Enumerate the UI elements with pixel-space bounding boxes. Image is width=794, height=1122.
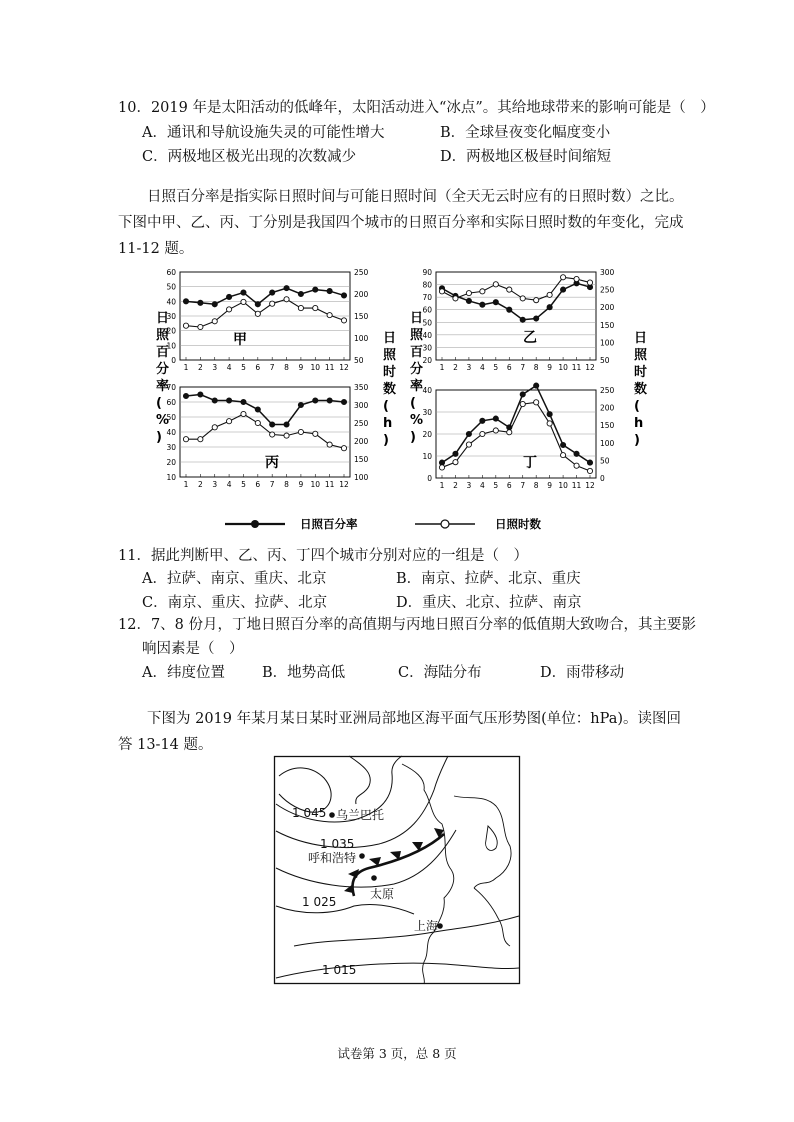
hours-point xyxy=(453,296,458,301)
hours-point xyxy=(493,428,498,433)
svg-text:日照时数(h): 日照时数( h ) xyxy=(634,331,648,448)
pct-point xyxy=(327,288,332,293)
hours-point xyxy=(313,431,318,436)
q10-option-c: C．两极地区极光出现的次数减少 xyxy=(142,149,357,165)
hours-point xyxy=(255,311,260,316)
x-tick-label: 8 xyxy=(533,363,539,372)
hours-point xyxy=(439,465,444,470)
x-tick-label: 10 xyxy=(310,363,321,372)
q11-option-c: C．南京、重庆、拉萨、北京 xyxy=(142,595,328,611)
pct-point xyxy=(313,287,318,292)
pct-point xyxy=(212,302,217,307)
x-tick-label: 9 xyxy=(547,363,553,372)
right-axis-label-left xyxy=(383,331,397,448)
x-tick-label: 8 xyxy=(284,363,289,372)
q11-option-d: D．重庆、北京、拉萨、南京 xyxy=(396,595,582,611)
intro-paragraph-1: 日照百分率是指实际日照时间与可能日照时间（全天无云时应有的日照时数）之比。下图中甲、乙、丙、丁分别是我国四个城市的日照百分率和实际日照时数的年变化，完成 11-12 题。 xyxy=(118,189,684,257)
chart-city-label: 丙 xyxy=(265,455,279,471)
pct-point xyxy=(507,307,512,312)
chart-city-label: 甲 xyxy=(233,332,247,348)
left-tick-label: 20 xyxy=(422,356,432,365)
pct-point xyxy=(466,431,471,436)
x-tick-label: 11 xyxy=(324,480,335,489)
left-tick-label: 20 xyxy=(422,430,432,439)
hours-point xyxy=(212,319,217,324)
x-tick-label: 6 xyxy=(255,480,261,489)
pct-point xyxy=(284,286,289,291)
hours-point xyxy=(298,305,303,310)
left-tick-label: 60 xyxy=(166,398,176,407)
x-tick-label: 5 xyxy=(241,480,246,489)
hours-point xyxy=(212,425,217,430)
hours-point xyxy=(534,400,539,405)
legend-pct: 日照百分率 xyxy=(300,517,358,531)
pct-point xyxy=(547,305,552,310)
x-tick-label: 9 xyxy=(298,480,304,489)
x-tick-label: 11 xyxy=(571,363,582,372)
x-tick-label: 5 xyxy=(241,363,246,372)
chart-bing xyxy=(166,383,368,489)
hours-point xyxy=(480,431,485,436)
label-taiyuan: 太原 xyxy=(370,887,395,901)
pct-point xyxy=(587,460,592,465)
x-tick-label: 12 xyxy=(339,480,349,489)
label-ulaanbaatar: 乌兰巴托 xyxy=(336,808,385,822)
left-tick-label: 40 xyxy=(422,386,432,395)
right-tick-label: 50 xyxy=(600,356,610,365)
right-tick-label: 200 xyxy=(600,303,615,313)
q12-option-d: D．雨带移动 xyxy=(540,665,625,681)
hours-point xyxy=(560,275,565,280)
hours-point xyxy=(255,420,260,425)
right-tick-label: 250 xyxy=(354,268,369,277)
pct-point xyxy=(560,442,565,447)
hours-point xyxy=(547,421,552,426)
x-tick-label: 1 xyxy=(439,481,445,490)
x-tick-label: 11 xyxy=(324,363,335,372)
x-tick-label: 3 xyxy=(466,363,472,372)
label-1045: 1 045 xyxy=(292,806,327,820)
x-tick-label: 10 xyxy=(558,481,568,490)
hours-point xyxy=(270,432,275,437)
x-tick-label: 2 xyxy=(453,481,458,490)
hours-point xyxy=(587,280,592,285)
pct-point xyxy=(298,291,303,296)
hours-point xyxy=(507,430,512,435)
hours-point xyxy=(183,437,188,442)
right-tick-label: 300 xyxy=(600,268,615,277)
chart-city-label: 乙 xyxy=(523,330,537,346)
legend xyxy=(225,517,541,531)
pct-point xyxy=(453,451,458,456)
left-tick-label: 40 xyxy=(166,297,176,307)
legend-hours: 日照时数 xyxy=(495,517,541,531)
right-tick-label: 0 xyxy=(600,474,605,483)
left-tick-label: 30 xyxy=(422,343,432,353)
hours-point xyxy=(198,437,203,442)
pct-point xyxy=(226,398,231,403)
q12-stem-line1: 12．7、8 份月，丁地日照百分率的高值期与丙地日照百分率的低值期大致吻合，其主要影 xyxy=(118,617,697,633)
x-tick-label: 9 xyxy=(298,363,304,372)
q10-option-a: A．通讯和导航设施失灵的可能性增大 xyxy=(142,125,385,141)
q11-option-b: B．南京、拉萨、北京、重庆 xyxy=(396,571,581,587)
label-hohhot: 呼和浩特 xyxy=(308,851,357,865)
pct-point xyxy=(226,294,231,299)
pct-point xyxy=(560,287,565,292)
x-tick-label: 12 xyxy=(585,481,595,490)
x-tick-label: 2 xyxy=(453,363,458,372)
pct-point xyxy=(255,407,260,412)
x-tick-label: 1 xyxy=(439,363,445,372)
hours-point xyxy=(547,292,552,297)
x-tick-label: 9 xyxy=(547,481,553,490)
x-tick-label: 12 xyxy=(339,363,349,372)
left-tick-label: 60 xyxy=(166,268,176,277)
hours-point xyxy=(480,289,485,294)
left-tick-label: 40 xyxy=(422,330,432,340)
pct-point xyxy=(466,298,471,303)
hours-point xyxy=(560,453,565,458)
hours-point xyxy=(241,299,246,304)
sunshine-charts-figure xyxy=(140,262,648,534)
q11-stem: 11．据此判断甲、乙、丙、丁四个城市分别对应的一组是（ ） xyxy=(118,548,528,564)
left-tick-label: 10 xyxy=(166,341,176,351)
pct-point xyxy=(520,317,525,322)
right-tick-label: 100 xyxy=(354,473,369,482)
x-tick-label: 1 xyxy=(183,480,189,489)
right-tick-label: 100 xyxy=(600,438,615,448)
left-axis-label-left xyxy=(156,311,170,445)
x-tick-label: 3 xyxy=(212,363,218,372)
pct-point xyxy=(547,412,552,417)
pct-point xyxy=(480,418,485,423)
right-tick-label: 250 xyxy=(354,419,369,428)
left-tick-label: 10 xyxy=(166,473,176,482)
hours-point xyxy=(341,446,346,451)
x-tick-label: 6 xyxy=(506,481,512,490)
right-tick-label: 250 xyxy=(600,386,615,395)
q11-option-a: A．拉萨、南京、重庆、北京 xyxy=(142,571,327,587)
page-footer: 试卷第 3 页，总 8 页 xyxy=(337,1046,457,1061)
x-tick-label: 7 xyxy=(269,363,275,372)
left-tick-label: 90 xyxy=(422,268,432,277)
x-tick-label: 11 xyxy=(571,481,582,490)
x-tick-label: 4 xyxy=(479,481,485,490)
svg-text:日照时数(h): 日照时数( h ) xyxy=(383,331,397,448)
chart-city-label: 丁 xyxy=(523,455,537,471)
label-1025: 1 025 xyxy=(302,895,337,909)
pct-point xyxy=(298,402,303,407)
left-tick-label: 60 xyxy=(422,305,432,315)
x-tick-label: 3 xyxy=(212,480,218,489)
q10-option-b: B．全球昼夜变化幅度变小 xyxy=(440,125,611,141)
x-tick-label: 2 xyxy=(197,363,203,372)
right-tick-label: 350 xyxy=(354,383,369,392)
hours-point xyxy=(493,282,498,287)
q10-option-d: D．两极地区极昼时间缩短 xyxy=(440,149,612,165)
pct-point xyxy=(534,383,539,388)
left-tick-label: 0 xyxy=(171,356,176,365)
hours-point xyxy=(520,296,525,301)
left-tick-label: 0 xyxy=(427,474,432,483)
hours-point xyxy=(453,460,458,465)
x-tick-label: 6 xyxy=(506,363,512,372)
x-tick-label: 7 xyxy=(520,363,526,372)
chart-jia xyxy=(166,268,368,372)
left-axis-label-right xyxy=(410,311,424,445)
intro-paragraph-2: 下图为 2019 年某月某日某时亚洲局部地区海平面气压形势图(单位：hPa)。读图回答 13-14 题。 xyxy=(118,711,682,753)
hours-point xyxy=(313,305,318,310)
chart-yi xyxy=(422,268,614,372)
right-axis-label-right xyxy=(634,331,648,448)
x-tick-label: 4 xyxy=(226,363,232,372)
x-tick-label: 1 xyxy=(183,363,189,372)
x-tick-label: 7 xyxy=(520,481,526,490)
pressure-map xyxy=(274,756,520,984)
left-tick-label: 50 xyxy=(422,318,432,328)
label-1015: 1 015 xyxy=(322,963,357,977)
hours-point xyxy=(226,419,231,424)
hours-point xyxy=(534,298,539,303)
pct-point xyxy=(534,316,539,321)
hours-point xyxy=(183,323,188,328)
left-tick-label: 80 xyxy=(422,280,432,290)
hours-point xyxy=(466,291,471,296)
pct-point xyxy=(327,398,332,403)
pct-point xyxy=(313,398,318,403)
pct-point xyxy=(574,451,579,456)
x-tick-label: 4 xyxy=(226,480,232,489)
x-tick-label: 10 xyxy=(310,480,321,489)
q12-option-c: C．海陆分布 xyxy=(398,665,482,681)
hours-point xyxy=(466,442,471,447)
right-tick-label: 50 xyxy=(354,356,364,365)
left-tick-label: 10 xyxy=(422,452,432,461)
pct-point xyxy=(341,399,346,404)
pct-point xyxy=(241,290,246,295)
x-tick-label: 5 xyxy=(493,481,499,490)
pct-point xyxy=(480,302,485,307)
hours-point xyxy=(327,442,332,447)
pct-point xyxy=(493,416,498,421)
left-tick-label: 20 xyxy=(166,326,176,336)
right-tick-label: 150 xyxy=(354,455,369,464)
q12-option-a: A．纬度位置 xyxy=(142,665,225,681)
right-tick-label: 300 xyxy=(354,401,369,410)
hours-point xyxy=(341,318,346,323)
right-tick-label: 50 xyxy=(600,456,610,466)
left-tick-label: 70 xyxy=(422,293,432,303)
pct-point xyxy=(270,290,275,295)
x-tick-label: 3 xyxy=(466,481,472,490)
hours-point xyxy=(284,297,289,302)
right-tick-label: 150 xyxy=(600,421,615,431)
right-tick-label: 250 xyxy=(600,285,615,295)
pct-point xyxy=(183,393,188,398)
left-tick-label: 40 xyxy=(166,428,176,437)
x-tick-label: 7 xyxy=(269,480,275,489)
x-tick-label: 6 xyxy=(255,363,261,372)
x-tick-label: 4 xyxy=(479,363,485,372)
hours-point xyxy=(298,429,303,434)
pct-point xyxy=(198,392,203,397)
hours-point xyxy=(226,307,231,312)
svg-text:日照百分率(%): 日照百分率( % ) xyxy=(410,311,424,445)
left-tick-label: 50 xyxy=(166,413,176,422)
left-tick-label: 50 xyxy=(166,282,176,292)
pct-point xyxy=(341,293,346,298)
x-tick-label: 8 xyxy=(284,480,289,489)
hours-point xyxy=(270,301,275,306)
right-tick-label: 200 xyxy=(600,403,615,413)
left-tick-label: 30 xyxy=(166,443,176,452)
pct-point xyxy=(270,422,275,427)
pct-point xyxy=(520,392,525,397)
right-tick-label: 200 xyxy=(354,437,369,446)
left-tick-label: 70 xyxy=(166,383,176,392)
x-tick-label: 10 xyxy=(558,363,568,372)
left-tick-label: 30 xyxy=(166,312,176,321)
label-shanghai: 上海 xyxy=(414,919,439,933)
pct-point xyxy=(241,399,246,404)
hours-point xyxy=(574,276,579,281)
pct-point xyxy=(183,299,188,304)
x-tick-label: 8 xyxy=(533,481,539,490)
pct-point xyxy=(284,422,289,427)
svg-text:日照百分率(%): 日照百分率( % ) xyxy=(156,311,170,445)
q12-option-b: B．地势高低 xyxy=(262,665,346,681)
pct-point xyxy=(255,302,260,307)
hours-point xyxy=(327,313,332,318)
q10-stem: 10．2019 年是太阳活动的低峰年，太阳活动进入“冰点”。其给地球带来的影响可能是（ ） xyxy=(118,100,715,116)
q12-stem-line2: 响因素是（ ） xyxy=(142,641,244,657)
x-tick-label: 5 xyxy=(493,363,499,372)
right-tick-label: 150 xyxy=(600,320,615,330)
right-tick-label: 100 xyxy=(600,338,615,348)
pct-point xyxy=(493,300,498,305)
hours-point xyxy=(507,287,512,292)
right-tick-label: 150 xyxy=(354,312,369,321)
right-tick-label: 200 xyxy=(354,290,369,299)
hours-point xyxy=(284,433,289,438)
left-tick-label: 20 xyxy=(166,458,176,467)
hours-point xyxy=(241,411,246,416)
left-tick-label: 30 xyxy=(422,408,432,417)
hours-point xyxy=(198,324,203,329)
pct-point xyxy=(198,300,203,305)
x-tick-label: 2 xyxy=(197,480,203,489)
hours-point xyxy=(587,468,592,473)
hours-point xyxy=(520,401,525,406)
chart-ding xyxy=(422,383,614,490)
label-1035: 1 035 xyxy=(320,837,355,851)
hours-point xyxy=(574,463,579,468)
right-tick-label: 100 xyxy=(354,334,369,343)
hours-point xyxy=(439,289,444,294)
x-tick-label: 12 xyxy=(585,363,595,372)
pct-point xyxy=(212,398,217,403)
